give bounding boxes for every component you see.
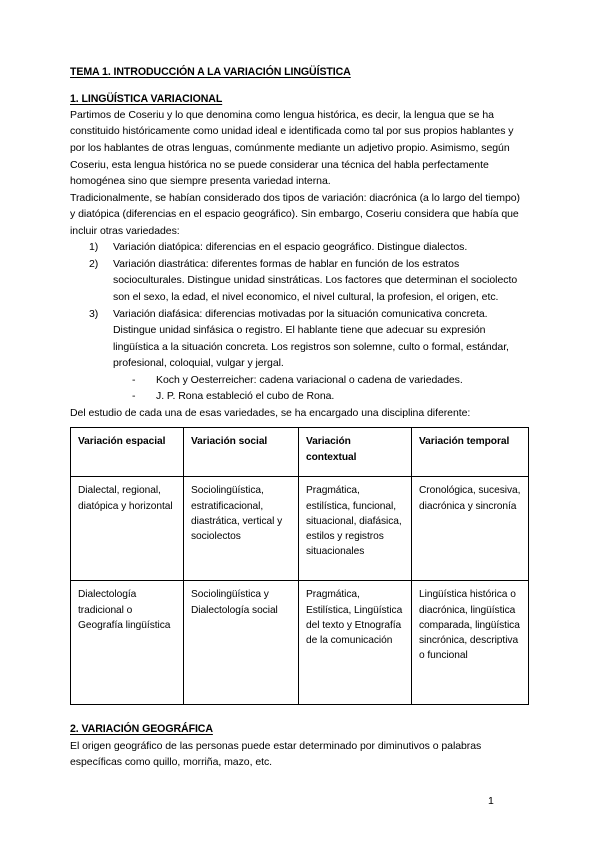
table-cell: Dialectal, regional, diatópica y horizontal: [71, 477, 184, 581]
list-item: Variación diatópica: diferencias en el espacio geográfico. Distingue dialectos.: [113, 241, 468, 254]
table-header-cell: Variación espacial: [71, 428, 184, 477]
page-number: 1: [488, 795, 494, 807]
table-row: [71, 477, 529, 581]
page-title: TEMA 1. INTRODUCCIÓN A LA VARIACIÓN LINGÜÍSTICA: [70, 66, 351, 78]
table-cell: Cronológica, sucesiva, diacrónica y sincronía: [412, 477, 529, 581]
section-heading-1: 1. LINGÜÍSTICA VARIACIONAL: [70, 92, 223, 105]
table-header-cell: Variación social: [184, 428, 299, 477]
list-item: Variación diastrática: diferentes formas de hablar en función de los estratos socioculturales. Distingue unidad sinstráticas. Los factores que determinan el sociolecto son el sexo, la edad, el nivel economico, el nivel cultural, la profesion, el origen, etc.: [113, 257, 518, 303]
section-1-paragraph-2: Tradicionalmente, se habían considerado dos tipos de variación: diacrónica (a lo largo del tiempo) y diatópica (diferencias en el espacio geográfico). Sin embargo, Coseriu considera que había que incluir otras variedades:: [70, 191, 520, 237]
table-header-row: [71, 428, 529, 477]
list-item: - J. P. Rona estableció el cubo de Rona.: [70, 388, 528, 405]
section-1-paragraph-1: Partimos de Coseriu y lo que denomina como lengua histórica, es decir, la lengua que se ha constituido históricamente como unidad ideal e identificada como tal por sus propios hablantes y por los hablantes de otras lenguas, comúnmente mediante un adjetivo propio. Asimismo, según Coseriu, esta lengua histórica no se puede considerar una técnica del habla perfectamente homogénea sino que siempre presenta variedad interna.: [70, 108, 514, 188]
list-item: - Koch y Oesterreicher: cadena variacional o cadena de variedades.: [70, 372, 528, 389]
table-cell: Pragmática, Estilística, Lingüística del texto y Etnografía de la comunicación: [299, 581, 412, 705]
table-header-cell: Variación contextual: [299, 428, 412, 477]
table-cell: Sociolingüística, estratificacional, diastrática, vertical y sociolectos: [184, 477, 299, 581]
table-cell: Lingüística histórica o diacrónica, lingüística comparada, lingüística sincrónica, descriptiva o funcional: [412, 581, 529, 705]
table-cell: Sociolingüística y Dialectología social: [184, 581, 299, 705]
authors-sublist: [70, 372, 528, 405]
list-item: Variación diafásica: diferencias motivadas por la situación comunicativa concreta. Distingue unidad sinfásica o registro. El hablante tiene que adecuar su expresión lingüística a la situación concreta. Los registros son solemne, culto o formal, estándar, profesional, coloquial, vulgar y jergal.: [113, 307, 509, 370]
document-content: [70, 66, 528, 771]
table-row: [71, 581, 529, 705]
section-2-paragraph-1: El origen geográfico de las personas puede estar determinado por diminutivos o palabras específicas como quillo, morriña, mazo, etc.: [70, 739, 482, 769]
variation-types-list: [70, 239, 528, 371]
table-spacer: [70, 705, 528, 723]
section-1-paragraph-3: Del estudio de cada una de esas variedades, se ha encargado una disciplina diferente:: [70, 406, 471, 419]
table-cell: Pragmática, estilística, funcional, situacional, diafásica, estilos y registros situacionales: [299, 477, 412, 581]
section-heading-2: 2. VARIACIÓN GEOGRÁFICA: [70, 723, 213, 736]
variation-disciplines-table: [70, 427, 529, 705]
table-cell: Dialectología tradicional o Geografía lingüística: [71, 581, 184, 705]
table-header-cell: Variación temporal: [412, 428, 529, 477]
